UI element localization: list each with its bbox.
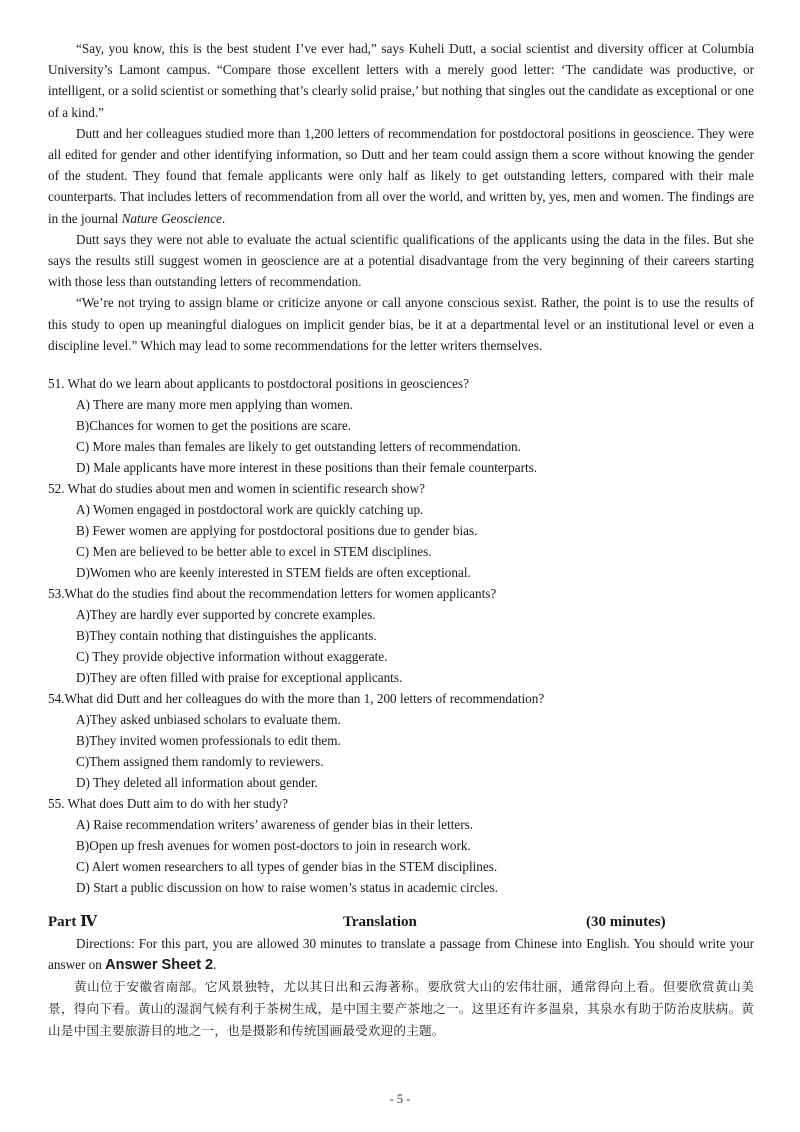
directions-text: Directions: For this part, you are allowed 30 minutes to translate a passage from Chinese into English. You should write your answer on [48,936,754,973]
question-list [48,373,754,898]
answer-option: B) Fewer women are applying for postdoctoral positions due to gender bias. [76,523,478,539]
answer-option: D)They are often filled with praise for exceptional applicants. [76,670,403,686]
answer-option: B)They contain nothing that distinguishes the applicants. [76,628,377,644]
exam-page [48,38,754,1042]
answer-option: A) There are many more men applying than women. [76,397,353,413]
answer-option: B)They invited women professionals to edit them. [76,733,341,749]
page-number: - 5 - [389,1092,411,1106]
answer-option: A)They are hardly ever supported by concrete examples. [76,607,376,623]
answer-sheet-label: Answer Sheet 2 [105,957,214,974]
answer-option: D)Women who are keenly interested in STEM fields are often exceptional. [76,565,471,581]
reading-passage [48,38,754,356]
question-item [48,373,754,478]
passage-paragraph: “We’re not trying to assign blame or criticize anyone or call anyone conscious sexist. Rather, the point is to use the results of this study to open up meaningful dialogues on implicit gender bias, be it at a departmental level or an institutional level or even a discipline level.” Which may lead to some recommendations for the letter writers themselves. [48,295,754,353]
answer-option: D) Male applicants have more interest in these positions than their female counterparts. [76,460,538,476]
answer-option: C)Them assigned them randomly to reviewers. [76,754,324,770]
answer-option: C) Alert women researchers to all types of gender bias in the STEM disciplines. [76,859,498,875]
answer-option: C) They provide objective information without exaggerate. [76,649,388,665]
part-directions [48,933,754,976]
answer-option: C) Men are believed to be better able to excel in STEM disciplines. [76,544,432,560]
passage-paragraph [48,123,754,229]
question-stem: 51. What do we learn about applicants to postdoctoral positions in geosciences? [48,376,469,392]
part-label: Part Ⅳ [48,914,98,931]
question-item [48,688,754,793]
part-heading [48,911,754,933]
question-stem: 54.What did Dutt and her colleagues do with the more than 1, 200 letters of recommendation? [48,691,545,707]
answer-option: A)They asked unbiased scholars to evaluate them. [76,712,341,728]
journal-name: Nature Geoscience [121,210,222,226]
part-title: Translation [343,914,417,931]
answer-option: C) More males than females are likely to get outstanding letters of recommendation. [76,439,521,455]
question-stem: 52. What do studies about men and women in scientific research show? [48,481,425,497]
question-item [48,793,754,898]
question-stem: 53.What do the studies find about the recommendation letters for women applicants? [48,586,497,602]
part-time: (30 minutes) [586,914,666,931]
question-item [48,478,754,583]
directions-end: . [213,957,217,973]
journal-end: . [221,210,226,226]
answer-option: B)Chances for women to get the positions are scare. [76,418,352,434]
question-stem: 55. What does Dutt aim to do with her study? [48,796,289,812]
chinese-passage: 黄山位于安徽省南部。它风景独特，尤以其日出和云海著称。要欣赏大山的宏伟壮丽，通常得向上看。但要欣赏黄山美景，得向下看。黄山的湿润气候有利于茶树生成，是中国主要产茶地之一。这里还有许多温泉，其泉水有助于防治皮肤病。黄山是中国主要旅游目的地之一，也是摄影和传统国画最受欢迎的主题。 [48,979,754,1039]
answer-option: A) Women engaged in postdoctoral work are quickly catching up. [76,502,424,518]
answer-option: A) Raise recommendation writers’ awareness of gender bias in their letters. [76,817,474,833]
passage-paragraph: Dutt says they were not able to evaluate the actual scientific qualifications of the applicants using the data in the files. But she says the results still suggest women in geoscience are at a potential disadvantage from the very beginning of their careers starting with those less than outstanding letters of recommendation. [48,231,754,290]
question-item [48,583,754,688]
answer-option: D) Start a public discussion on how to raise women’s status in academic circles. [76,880,498,896]
passage-paragraph: “Say, you know, this is the best student I’ve ever had,” says Kuheli Dutt, a social scientist and diversity officer at Columbia University’s Lamont campus. “Compare those excellent letters with a merely good letter: ‘The candidate was productive, or intelligent, or a solid scientist or something that’s clearly solid praise,’ but nothing that singles out the candidate as exceptional or one of a kind.” [48,41,754,120]
answer-option: B)Open up fresh avenues for women post-doctors to join in research work. [76,838,471,854]
answer-option: D) They deleted all information about gender. [76,775,318,791]
passage-paragraph-text: Dutt and her colleagues studied more than 1,200 letters of recommendation for postdoctoral positions in geoscience. They were all edited for gender and other identifying information, so Dutt and her team could assign them a score without knowing the gender of the student. They found that female applicants were only half as likely to get outstanding letters, compared with their male counterparts. That includes letters of recommendation from all over the world, and written by, yes, men and women. The findings are in the journal [48,125,754,226]
